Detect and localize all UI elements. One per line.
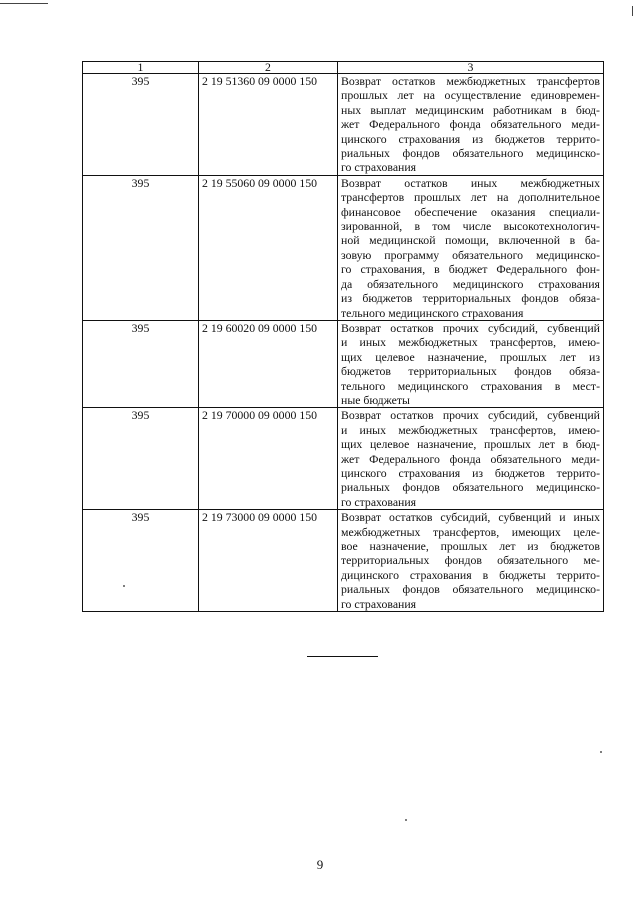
description-line: и иных межбюджетных трансфертов, имею- (341, 335, 600, 350)
income-description-cell (338, 408, 604, 510)
description-line: ные бюджеты (341, 392, 410, 407)
description-line: зовую программу обязательного медицинско- (341, 247, 600, 262)
column-number-row (83, 62, 604, 74)
description-line: трансфертов прошлых лет на дополнительное (341, 190, 600, 205)
table-row (83, 175, 604, 320)
administrator-code-cell: 395 (83, 175, 199, 320)
description-line: из бюджетов территориальных фондов обяза- (341, 291, 600, 306)
description-line: финансовое обеспечение оказания специали- (341, 204, 600, 219)
description-line: цинского страхования из бюджетов террито- (341, 131, 600, 146)
scan-speck (405, 819, 407, 821)
description-line: Возврат остатков прочих субсидий, субвенций (341, 320, 600, 335)
administrator-code-cell: 395 (83, 320, 199, 407)
description-line: жет Федерального фонда обязательного меди- (341, 451, 600, 466)
budget-classification-code-cell: 2 19 73000 09 0000 150 (199, 510, 338, 612)
scan-speck (600, 751, 602, 753)
description-line: ных выплат медицинским работникам в бюд- (341, 102, 600, 117)
income-description-cell (338, 175, 604, 320)
description-line: цинского страхования из бюджетов террито- (341, 465, 600, 480)
budget-codes-table (82, 61, 604, 612)
budget-classification-code-cell: 2 19 51360 09 0000 150 (199, 74, 338, 176)
description-line: прошлых лет на осуществление единовремен- (341, 88, 600, 103)
description-line: межбюджетных трансфертов, имеющих целе- (341, 524, 600, 539)
income-description-cell (338, 74, 604, 176)
table-row (83, 510, 604, 612)
description-line: риальных фондов обязательного медицинско- (341, 146, 600, 161)
description-line: бюджетов территориальных фондов обяза- (341, 364, 600, 379)
description-line: го страхования (341, 494, 417, 509)
budget-classification-code-cell: 2 19 55060 09 0000 150 (199, 175, 338, 320)
description-line: риальных фондов обязательного медицинско- (341, 480, 600, 495)
scan-speck (123, 585, 125, 587)
description-line: жет Федерального фонда обязательного меди- (341, 117, 600, 132)
description-line: территориальных фондов обязательного ме- (341, 553, 600, 568)
administrator-code-cell: 395 (83, 510, 199, 612)
scan-artifact (632, 6, 633, 16)
column-number-1: 1 (83, 62, 199, 74)
table-body (83, 62, 604, 612)
income-description-cell (338, 510, 604, 612)
column-number-3: 3 (338, 62, 604, 74)
table-row (83, 408, 604, 510)
description-line: тельного медицинского страхования (341, 305, 524, 320)
description-line: го страхования, в бюджет Федерального фон- (341, 262, 600, 277)
description-line: ной медицинской помощи, включенной в ба- (341, 233, 600, 248)
description-line: риальных фондов обязательного медицинско- (341, 582, 600, 597)
description-line: и иных межбюджетных трансфертов, имею- (341, 422, 600, 437)
table-row (83, 74, 604, 176)
description-line: Возврат остатков субсидий, субвенций и иных (341, 510, 600, 525)
description-line: щих целевое назначение, прошлых лет из (341, 349, 600, 364)
administrator-code-cell: 395 (83, 74, 199, 176)
table-row (83, 320, 604, 407)
income-description-cell (338, 320, 604, 407)
description-line: Возврат остатков прочих субсидий, субвенций (341, 408, 600, 423)
scan-artifact (0, 3, 48, 4)
description-line: тельного медицинского страхования в мест- (341, 378, 600, 393)
description-line: дицинского страхования в бюджеты террито- (341, 567, 600, 582)
column-number-2: 2 (199, 62, 338, 74)
page-number: 9 (316, 857, 324, 872)
administrator-code-cell: 395 (83, 408, 199, 510)
description-line: вое назначение, прошлых лет из бюджетов (341, 539, 600, 553)
description-line: Возврат остатков иных межбюджетных (341, 175, 600, 190)
description-line: го страхования (341, 160, 417, 175)
description-line: зированной, в том числе высокотехнологич- (341, 219, 600, 234)
description-line: щих целевое назначение, прошлых лет в бюд- (341, 437, 600, 452)
description-line: го страхования (341, 596, 417, 611)
description-line: да обязательного медицинского страхования (341, 276, 600, 291)
description-line: Возврат остатков межбюджетных трансфертов (341, 74, 600, 88)
budget-classification-code-cell: 2 19 70000 09 0000 150 (199, 408, 338, 510)
end-separator-line (307, 656, 378, 657)
budget-classification-code-cell: 2 19 60020 09 0000 150 (199, 320, 338, 407)
